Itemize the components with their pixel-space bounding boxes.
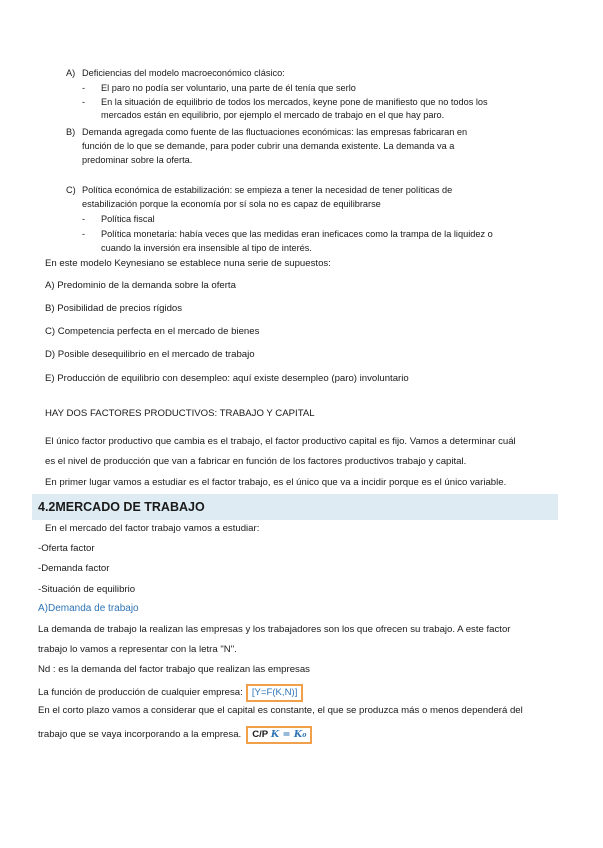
section-list-item: -Oferta factor	[38, 543, 95, 554]
short-run-formula: K = K₀	[270, 729, 307, 740]
supuesto-item: A) Predominio de la demanda sobre la oferta	[45, 280, 236, 291]
supuesto-item: B) Posibilidad de precios rígidos	[45, 303, 183, 314]
paragraph: trabajo que se vaya incorporando a la empresa.	[38, 729, 242, 740]
section-heading: 4.2MERCADO DE TRABAJO	[38, 500, 205, 514]
section-list-item: -Demanda factor	[38, 563, 110, 574]
paragraph: El único factor productivo que cambia es el trabajo, el factor productivo capital es fijo. Vamos a determinar cuál	[45, 436, 516, 447]
bullet-dash: -	[82, 97, 86, 107]
production-function-formula: [Y=F(K,N)]	[246, 684, 304, 702]
paragraph: En el corto plazo vamos a considerar que el capital es constante, el que se produzca más o menos dependerá del	[38, 705, 523, 716]
bullet-text: cuando la inversión era insensible al tipo de interés.	[101, 243, 312, 253]
bullet-text: En la situación de equilibrio de todos los mercados, keyne pone de manifiesto que no todos los	[101, 97, 488, 107]
list-marker-b: B)	[66, 127, 76, 137]
list-item-c: estabilización porque la economía por sí sola no es capaz de equilibrarse	[82, 199, 381, 209]
section-list-item: -Situación de equilibrio	[38, 584, 136, 595]
bullet-dash: -	[82, 83, 86, 93]
subheading: A)Demanda de trabajo	[38, 603, 139, 614]
bullet-dash: -	[82, 214, 86, 224]
paragraph: trabajo lo vamos a representar con la letra "N".	[38, 644, 237, 655]
production-function-line	[38, 684, 303, 702]
list-item-c: Política económica de estabilización: se empieza a tener la necesidad de tener políticas de	[82, 185, 453, 195]
bullet-text: Política fiscal	[101, 214, 155, 224]
supuesto-item: E) Producción de equilibrio con desempleo: aquí existe desempleo (paro) involuntario	[45, 373, 409, 384]
factores-title: HAY DOS FACTORES PRODUCTIVOS: TRABAJO Y CAPITAL	[45, 408, 315, 419]
paragraph: En primer lugar vamos a estudiar es el factor trabajo, es el único que va a incidir porque es el único variable.	[45, 477, 507, 488]
supuesto-item: D) Posible desequilibrio en el mercado de trabajo	[45, 349, 255, 360]
bullet-text: El paro no podía ser voluntario, una parte de él tenía que serlo	[101, 83, 356, 93]
paragraph: es el nivel de producción que van a fabricar en función de los factores productivos trabajo y capital.	[45, 456, 467, 467]
supuestos-intro: En este modelo Keynesiano se establece nuna serie de supuestos:	[45, 258, 331, 269]
short-run-label: C/P	[252, 729, 269, 740]
list-item-b: Demanda agregada como fuente de las fluctuaciones económicas: las empresas fabricaran en	[82, 127, 468, 137]
short-run-line	[38, 726, 312, 744]
bullet-text: Política monetaria: había veces que las medidas eran ineficaces como la trampa de la liquidez o	[101, 229, 493, 239]
section-intro: En el mercado del factor trabajo vamos a estudiar:	[45, 523, 260, 534]
bullet-text: mercados están en equilibrio, por ejemplo el mercado de trabajo en el que hay paro.	[101, 110, 445, 120]
list-item-a: Deficiencias del modelo macroeconómico clásico:	[82, 68, 285, 78]
paragraph: La demanda de trabajo la realizan las empresas y los trabajadores son los que ofrecen su trabajo. A este factor	[38, 624, 511, 635]
bullet-dash: -	[82, 229, 86, 239]
list-marker-c: C)	[66, 185, 76, 195]
short-run-box	[246, 726, 312, 744]
definition-nd: Nd : es la demanda del factor trabajo que realizan las empresas	[38, 664, 310, 675]
list-item-b: predominar sobre la oferta.	[82, 155, 193, 165]
supuesto-item: C) Competencia perfecta en el mercado de bienes	[45, 326, 260, 337]
list-item-b: función de lo que se demande, para poder cubrir una demanda existente. La demanda va a	[82, 141, 455, 151]
production-function-label: La función de producción de cualquier empresa:	[38, 687, 243, 698]
list-marker-a: A)	[66, 68, 76, 78]
